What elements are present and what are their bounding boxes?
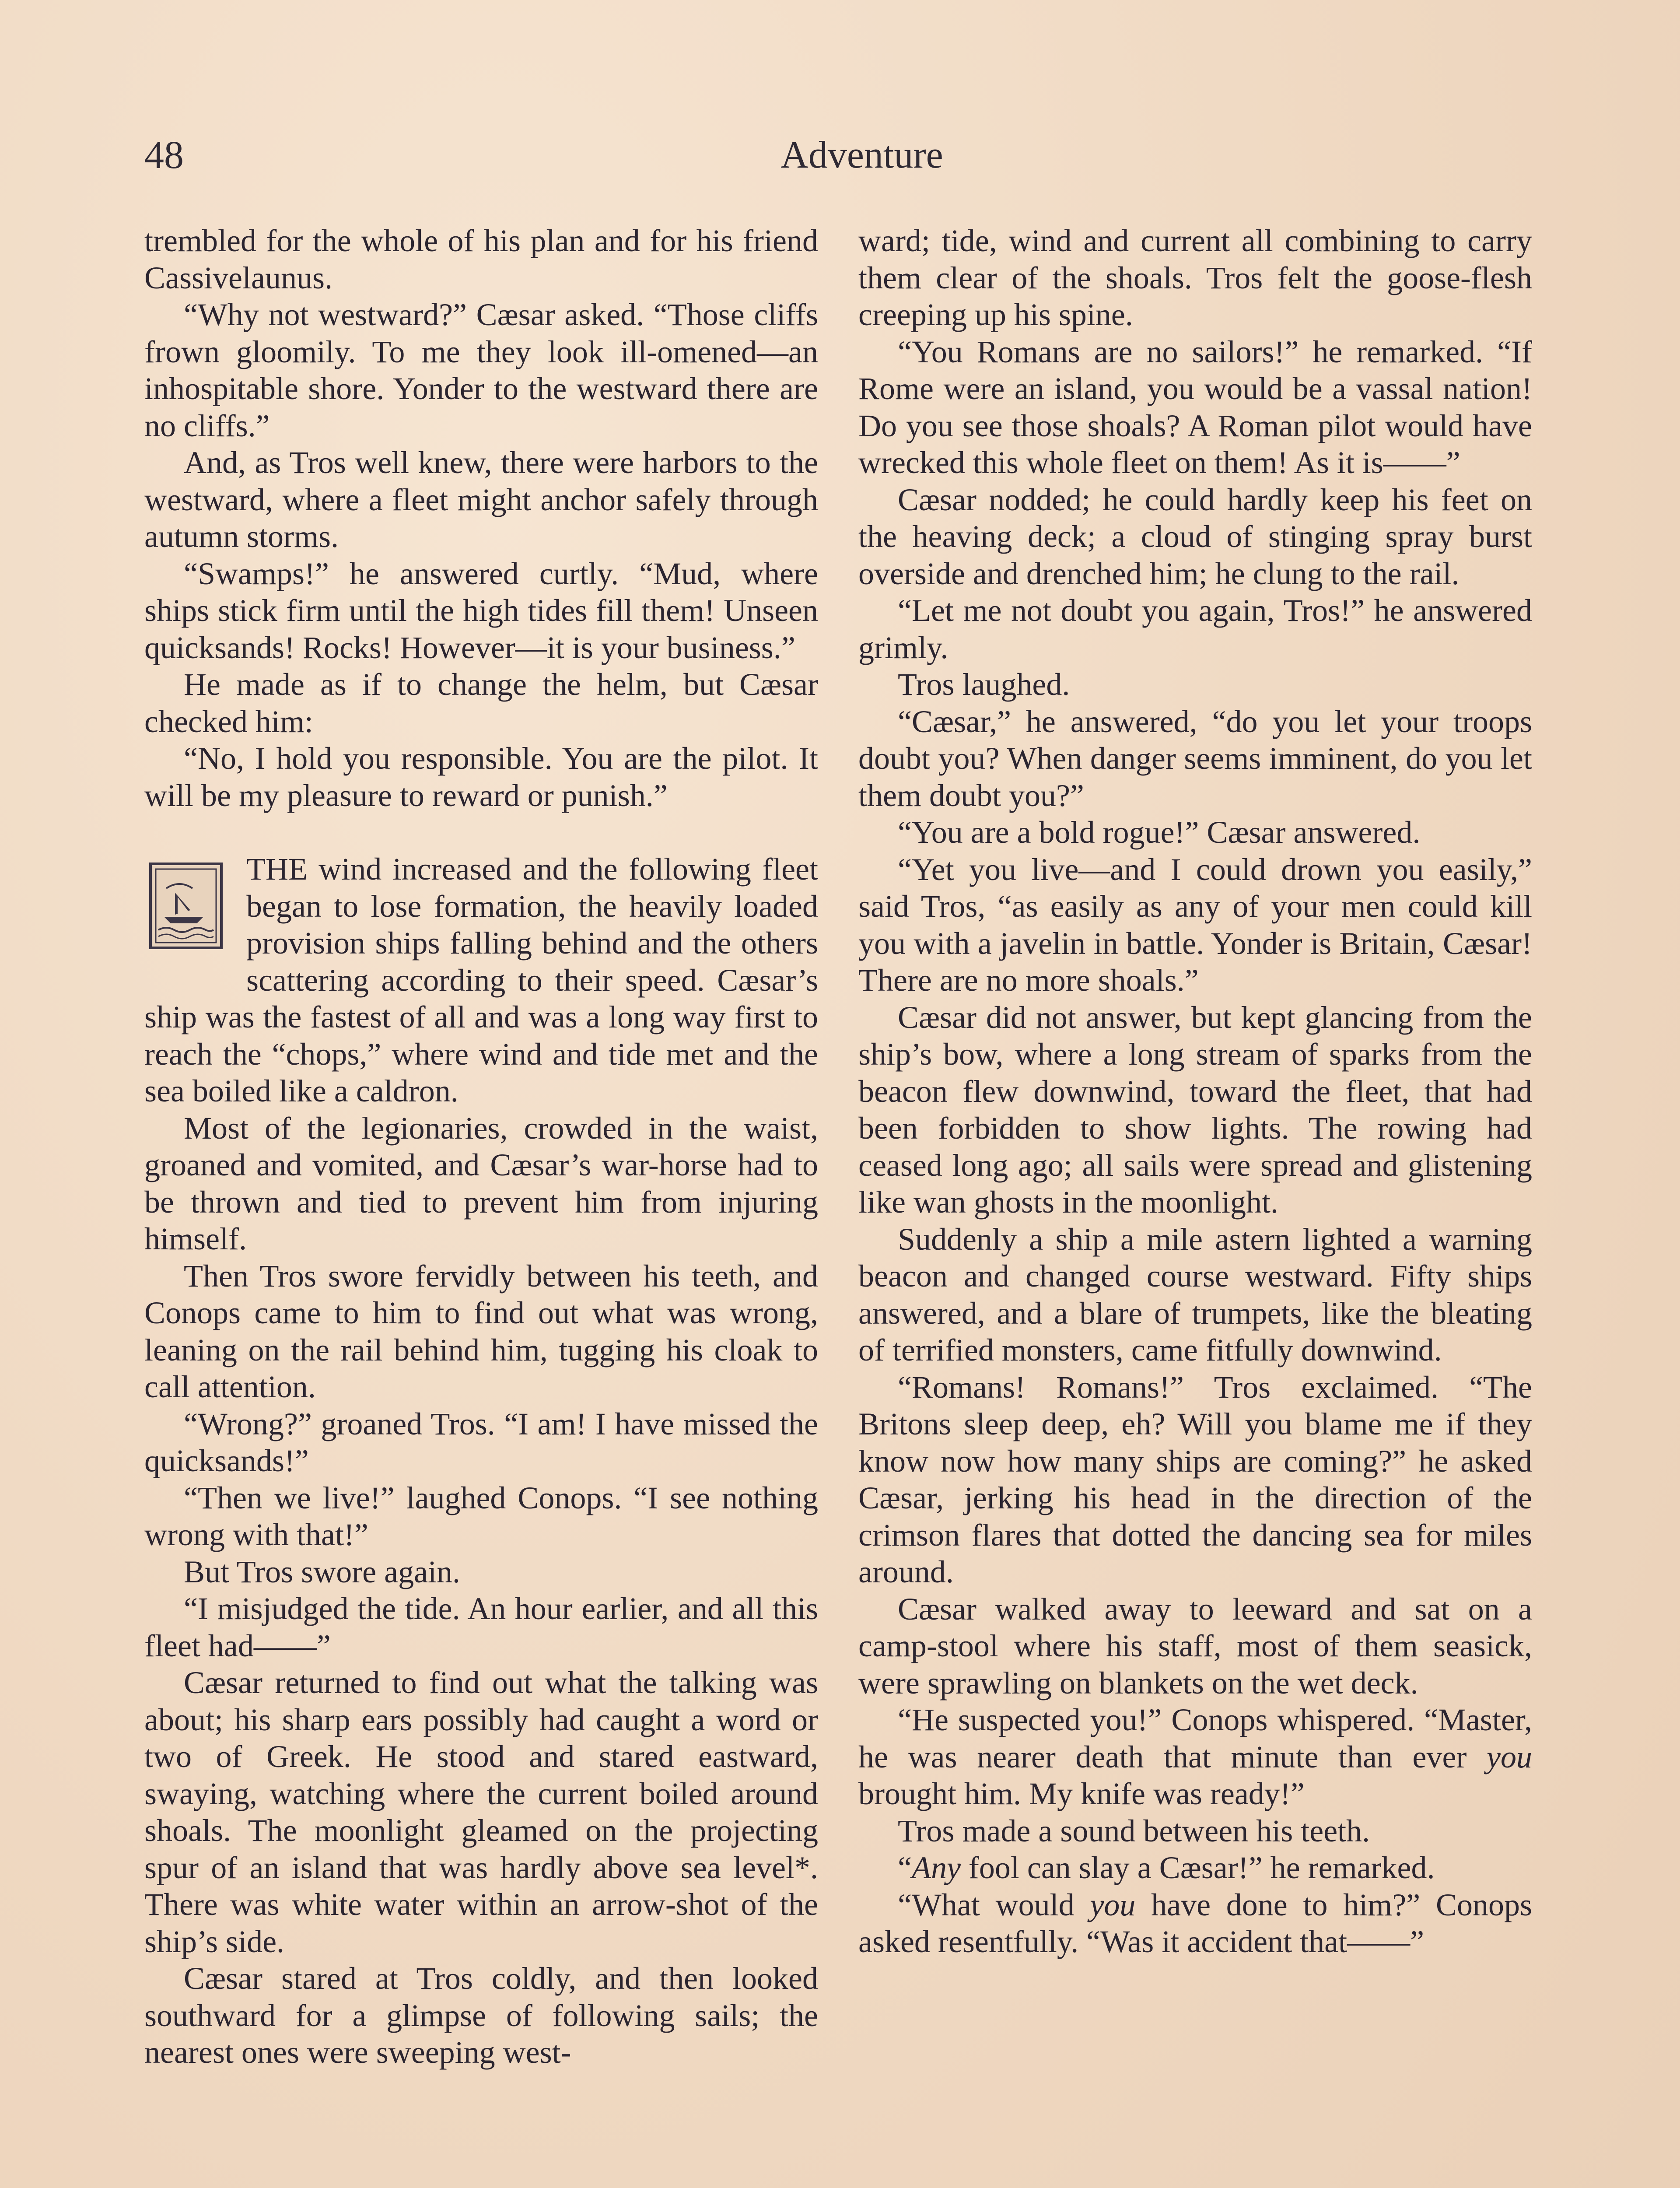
paragraph: “Why not westward?” Cæsar asked. “Those cliffs frown gloomily. To me they look ill-omened—an inhospitable shore. Yonder to the westward there are no cliffs.” [144, 297, 818, 443]
paragraph: “Wrong?” groaned Tros. “I am! I have missed the quicksands!” [144, 1406, 818, 1478]
paragraph: Cæsar walked away to leeward and sat on a camp-stool where his staff, most of them seasick, were sprawling on blankets on the wet deck. [858, 1591, 1532, 1701]
text-run: fool can slay a Cæsar!” he remarked. [960, 1850, 1435, 1885]
paragraph: “Romans! Romans!” Tros exclaimed. “The Britons sleep deep, eh? Will you blame me if they know now how many ships are coming?” he asked Cæsar, jerking his head in the direction of the crimson flares that dotted the dancing sea for miles around. [858, 1369, 1532, 1589]
paragraph: Cæsar stared at Tros coldly, and then looked southward for a glimpse of following sails; the nearest ones were sweeping west- [144, 1961, 818, 2070]
text-run: brought him. My knife was ready!” [858, 1776, 1305, 1811]
right-column [858, 222, 1532, 1960]
paragraph: Suddenly a ship a mile astern lighted a warning beacon and changed course westward. Fifty ships answered, and a blare of trumpets, like the bleating of terrified monsters, came fitfully downwind. [858, 1221, 1532, 1368]
paragraph: “No, I hold you responsible. You are the pilot. It will be my pleasure to reward or punish.” [144, 741, 818, 813]
paragraph: “Let me not doubt you again, Tros!” he answered grimly. [858, 593, 1532, 665]
text-run: have done to him?” Conops asked resentfully. “Was it accident that——” [858, 1887, 1533, 1959]
emphasis: you [1090, 1887, 1136, 1922]
paragraph: “Then we live!” laughed Conops. “I see nothing wrong with that!” [144, 1480, 818, 1552]
paragraph: ward; tide, wind and current all combining to carry them clear of the shoals. Tros felt the goose-flesh creeping up his spine. [858, 223, 1532, 332]
paragraph: Tros laughed. [898, 667, 1070, 702]
paragraph: “I misjudged the tide. An hour earlier, and all this fleet had——” [144, 1591, 818, 1663]
emphasis: Any [911, 1850, 961, 1885]
paragraph: Tros made a sound between his teeth. [898, 1813, 1370, 1848]
paragraph: “Yet you live—and I could drown you easily,” said Tros, “as easily as any of your men could kill you with a javelin in battle. Yonder is Britain, Cæsar! There are no more shoals.” [858, 852, 1532, 998]
running-title: Adventure [780, 134, 943, 176]
paragraph: Then Tros swore fervidly between his teeth, and Conops came to him to find out what was wrong, leaning on the rail behind him, tugging his cloak to call attention. [144, 1258, 818, 1404]
page-number: 48 [144, 133, 184, 177]
paragraph: “You Romans are no sailors!” he remarked. “If Rome were an island, you would be a vassal nation! Do you see those shoals? A Roman pilot would have wrecked this whole fleet on them! As it is——” [858, 334, 1532, 480]
paragraph: But Tros swore again. [184, 1554, 461, 1589]
text-run: “What would [898, 1887, 1090, 1922]
paragraph: Most of the legionaries, crowded in the waist, groaned and vomited, and Cæsar’s war-horse had to be thrown and tied to prevent him from injuring himself. [144, 1110, 818, 1256]
paragraph [858, 1849, 1532, 1886]
emphasis: you [1487, 1739, 1532, 1774]
text-run: “He suspected you!” Conops whispered. “Master, he was nearer death that minute than ever [858, 1702, 1532, 1774]
text-run: “ [898, 1850, 912, 1885]
paragraph [858, 1701, 1532, 1813]
paragraph: “You are a bold rogue!” Cæsar answered. [898, 815, 1421, 850]
paragraph: Cæsar returned to find out what the talking was about; his sharp ears possibly had caught a word or two of Greek. He stood and stared eastward, swaying, watching where the current boiled around shoals. The moonlight gleamed on the projecting spur of an island that was hardly above sea level*. There was white water within an arrow-shot of the ship’s side. [144, 1665, 818, 1959]
paragraph-section-opening: THE wind increased and the following fleet began to lose formation, the heavily loaded provision ships falling behind and the others scattering according to their speed. Cæsar’s ship was the fastest of all and was a long way first to reach the “chops,” where wind and tide met and the sea boiled like a caldron. [144, 852, 818, 1108]
paragraph: And, as Tros well knew, there were harbors to the westward, where a fleet might anchor safely through autumn storms. [144, 445, 818, 554]
left-column [144, 222, 818, 2071]
paragraph [858, 1886, 1532, 1960]
section-break [144, 814, 818, 851]
paragraph: trembled for the whole of his plan and for his friend Cassivelaunus. [144, 223, 818, 295]
paragraph: “Cæsar,” he answered, “do you let your troops doubt you? When danger seems imminent, do you let them doubt you?” [858, 704, 1532, 813]
page-header [144, 129, 1536, 186]
paragraph: He made as if to change the helm, but Cæsar checked him: [144, 667, 818, 739]
paragraph: Cæsar nodded; he could hardly keep his feet on the heaving deck; a cloud of stinging spray burst overside and drenched him; he clung to the rail. [858, 482, 1532, 591]
paragraph: “Swamps!” he answered curtly. “Mud, where ships stick firm until the high tides fill them! Unseen quicksands! Rocks! However—it is your business.” [144, 556, 818, 665]
paragraph: Cæsar did not answer, but kept glancing from the ship’s bow, where a long stream of sparks from the beacon flew downwind, toward the fleet, that had been forbidden to show lights. The rowing had ceased long ago; all sails were spread and glistening like wan ghosts in the moonlight. [858, 999, 1532, 1220]
